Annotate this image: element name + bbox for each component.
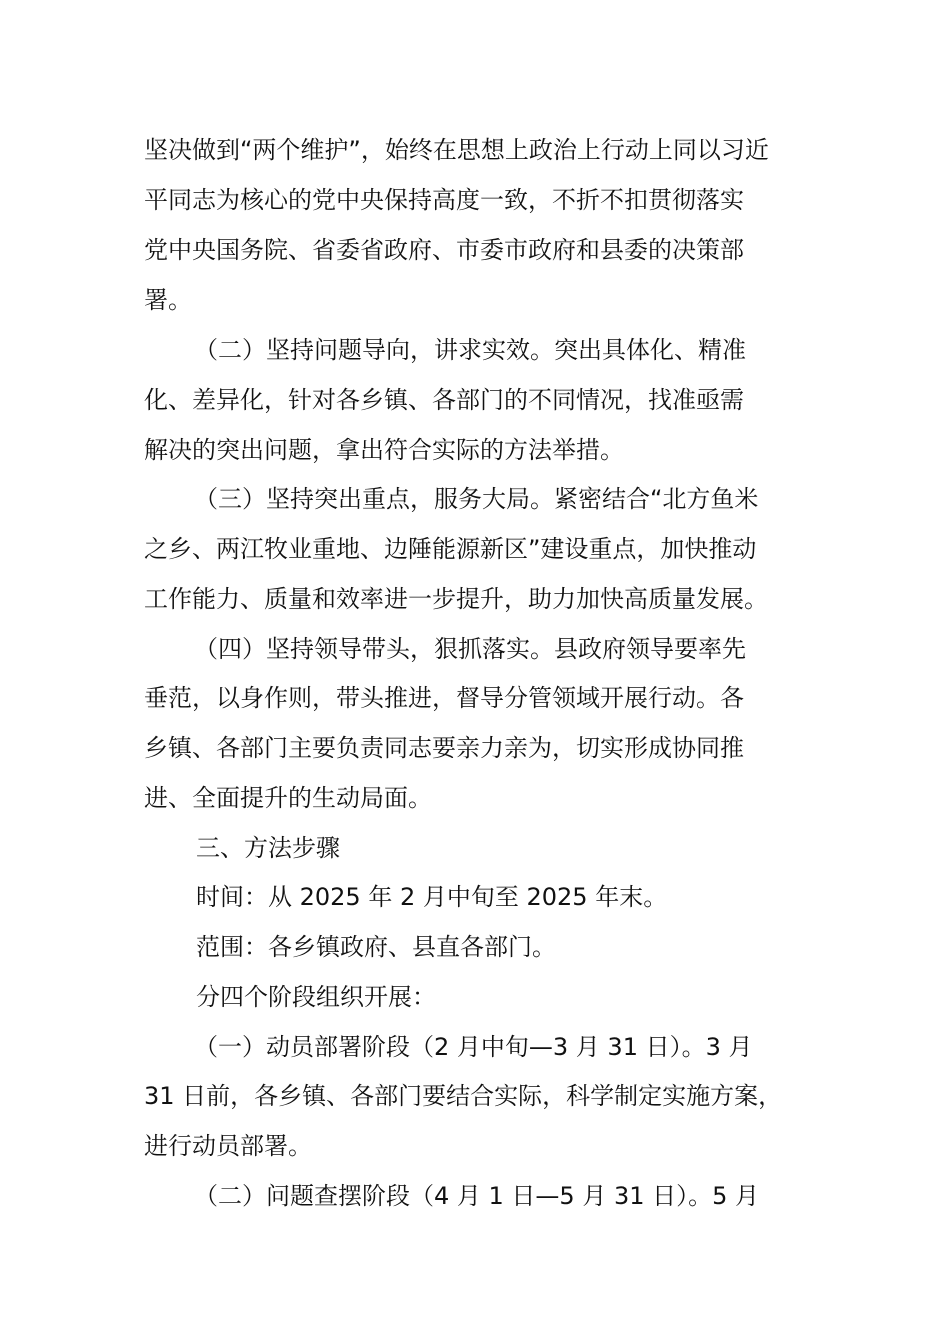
phase-heading-1: （一）动员部署阶段（2 月中旬—3 月 31 日）。3 月 [194, 1033, 753, 1061]
scope-line: 范围：各乡镇政府、县直各部门。 [196, 933, 556, 961]
time-line: 时间：从 2025 年 2 月中旬至 2025 年末。 [196, 883, 668, 911]
body-text-line: 化、差异化，针对各乡镇、各部门的不同情况，找准亟需 [144, 386, 744, 414]
body-text-line: 乡镇、各部门主要负责同志要亲力亲为，切实形成协同推 [144, 734, 744, 762]
body-text-line: 31 日前，各乡镇、各部门要结合实际，科学制定实施方案， [144, 1082, 783, 1110]
body-text-line: 垂范，以身作则，带头推进，督导分管领域开展行动。各 [144, 684, 744, 712]
section-heading-4: （四）坚持领导带头，狠抓落实。县政府领导要率先 [194, 635, 746, 663]
body-text-line: 解决的突出问题，拿出符合实际的方法举措。 [144, 436, 624, 464]
body-text-line: 工作能力、质量和效率进一步提升，助力加快高质量发展。 [144, 585, 768, 613]
section-heading-3: （三）坚持突出重点，服务大局。紧密结合“北方鱼米 [194, 485, 759, 513]
phase-heading-2: （二）问题查摆阶段（4 月 1 日—5 月 31 日）。5 月 [194, 1182, 760, 1210]
body-text-line: 署。 [144, 286, 192, 314]
body-text-line: 平同志为核心的党中央保持高度一致，不折不扣贯彻落实 [144, 186, 744, 214]
body-text-line: 进行动员部署。 [144, 1132, 312, 1160]
body-text-line: 之乡、两江牧业重地、边陲能源新区”建设重点，加快推动 [144, 535, 757, 563]
body-text-line: 进、全面提升的生动局面。 [144, 784, 432, 812]
body-text-line: 坚决做到“两个维护”，始终在思想上政治上行动上同以习近 [144, 136, 769, 164]
chapter-heading: 三、方法步骤 [196, 834, 340, 862]
phases-intro-line: 分四个阶段组织开展： [196, 983, 436, 1011]
section-heading-2: （二）坚持问题导向，讲求实效。突出具体化、精准 [194, 336, 746, 364]
body-text-line: 党中央国务院、省委省政府、市委市政府和县委的决策部 [144, 236, 744, 264]
